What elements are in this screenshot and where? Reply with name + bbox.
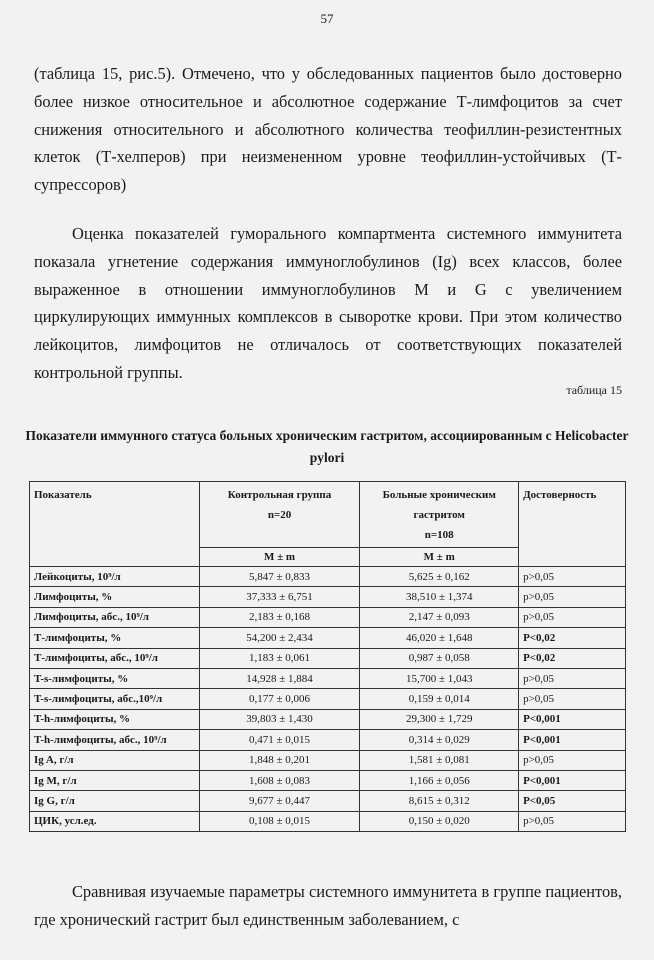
table-row: [30, 628, 626, 648]
row-significance: p>0,05: [519, 811, 626, 831]
row-control-value: 54,200 ± 2,434: [199, 628, 360, 648]
row-control-value: 1,848 ± 0,201: [199, 750, 360, 770]
row-control-value: 2,183 ± 0,168: [199, 607, 360, 627]
table-row: [30, 750, 626, 770]
row-name: T-h-лимфоциты, абс., 10⁹/л: [30, 730, 200, 750]
row-significance: P<0,05: [519, 791, 626, 811]
header-control-mean: M ± m: [199, 548, 360, 567]
paragraph-3: Сравнивая изучаемые параметры системного иммунитета в группе пациентов, где хронический гастрит был единственным заболеванием, с: [34, 882, 622, 929]
row-significance: p>0,05: [519, 668, 626, 688]
row-significance: p>0,05: [519, 587, 626, 607]
row-significance: P<0,02: [519, 628, 626, 648]
row-name: Лейкоциты, 10⁹/л: [30, 567, 200, 587]
row-name: Ig M, г/л: [30, 770, 200, 790]
table-caption: таблица 15: [566, 383, 622, 397]
row-name: Т-лимфоциты, абс., 10⁹/л: [30, 648, 200, 668]
row-control-value: 1,608 ± 0,083: [199, 770, 360, 790]
row-patients-value: 2,147 ± 0,093: [360, 607, 519, 627]
header-control: Контрольная группа n=20: [199, 482, 360, 548]
header-indicator: Показатель: [30, 482, 200, 567]
page-number: 57: [320, 11, 334, 26]
table-row: [30, 607, 626, 627]
row-significance: P<0,001: [519, 709, 626, 729]
row-patients-value: 1,166 ± 0,056: [360, 770, 519, 790]
row-patients-value: 8,615 ± 0,312: [360, 791, 519, 811]
table-row: [30, 770, 626, 790]
table-row: [30, 709, 626, 729]
row-control-value: 0,108 ± 0,015: [199, 811, 360, 831]
table-row: [30, 567, 626, 587]
row-patients-value: 5,625 ± 0,162: [360, 567, 519, 587]
table-row: [30, 730, 626, 750]
header-significance: Достоверность: [519, 482, 626, 567]
row-significance: p>0,05: [519, 607, 626, 627]
row-name: ЦИК, усл.ед.: [30, 811, 200, 831]
row-significance: P<0,001: [519, 770, 626, 790]
row-name: Лимфоциты, %: [30, 587, 200, 607]
table-row: [30, 648, 626, 668]
paragraph-1: (таблица 15, рис.5). Отмечено, что у обследованных пациентов было достоверно более низкое относительное и абсолютное содержание Т-лимфоцитов за счет снижения относительного и абсолютного количества теофиллин-резистентных клеток (Т-хелперов) при неизмененном уровне теофиллин-устойчивых (Т-супрессоров): [34, 64, 622, 195]
row-significance: p>0,05: [519, 567, 626, 587]
row-control-value: 14,928 ± 1,884: [199, 668, 360, 688]
row-patients-value: 0,150 ± 0,020: [360, 811, 519, 831]
row-significance: p>0,05: [519, 750, 626, 770]
table-row: [30, 587, 626, 607]
row-control-value: 39,803 ± 1,430: [199, 709, 360, 729]
row-name: Ig G, г/л: [30, 791, 200, 811]
row-control-value: 5,847 ± 0,833: [199, 567, 360, 587]
row-significance: P<0,02: [519, 648, 626, 668]
row-significance: P<0,001: [519, 730, 626, 750]
row-patients-value: 29,300 ± 1,729: [360, 709, 519, 729]
row-name: T-h-лимфоциты, %: [30, 709, 200, 729]
row-significance: p>0,05: [519, 689, 626, 709]
row-patients-value: 38,510 ± 1,374: [360, 587, 519, 607]
row-control-value: 0,471 ± 0,015: [199, 730, 360, 750]
row-name: Лимфоциты, абс., 10⁹/л: [30, 607, 200, 627]
row-name: Ig A, г/л: [30, 750, 200, 770]
row-control-value: 37,333 ± 6,751: [199, 587, 360, 607]
row-patients-value: 1,581 ± 0,081: [360, 750, 519, 770]
table-title: Показатели иммунного статуса больных хроническим гастритом, ассоциированным с Helicobacter pylori: [25, 428, 629, 465]
row-patients-value: 0,987 ± 0,058: [360, 648, 519, 668]
row-patients-value: 0,159 ± 0,014: [360, 689, 519, 709]
table-row: [30, 689, 626, 709]
row-control-value: 1,183 ± 0,061: [199, 648, 360, 668]
row-patients-value: 0,314 ± 0,029: [360, 730, 519, 750]
row-control-value: 9,677 ± 0,447: [199, 791, 360, 811]
row-name: Т-лимфоциты, %: [30, 628, 200, 648]
paragraph-2: Оценка показателей гуморального компартмента системного иммунитета показала угнетение содержания иммуноглобулинов (Ig) всех классов, более выраженное в отношении иммуноглобулинов M и G с увеличением циркулирующих иммунных комплексов в сыворотке крови. При этом количество лейкоцитов, лимфоцитов не отличалось от соответствующих показателей контрольной группы.: [34, 224, 622, 382]
table-row: [30, 791, 626, 811]
table-row: [30, 811, 626, 831]
header-patients-mean: M ± m: [360, 548, 519, 567]
header-patients: Больные хроническим гастритом n=108: [360, 482, 519, 548]
table-row: [30, 668, 626, 688]
row-patients-value: 15,700 ± 1,043: [360, 668, 519, 688]
row-name: T-s-лимфоциты, абс.,10⁹/л: [30, 689, 200, 709]
row-patients-value: 46,020 ± 1,648: [360, 628, 519, 648]
row-name: T-s-лимфоциты, %: [30, 668, 200, 688]
immune-status-table: [29, 481, 626, 832]
row-control-value: 0,177 ± 0,006: [199, 689, 360, 709]
